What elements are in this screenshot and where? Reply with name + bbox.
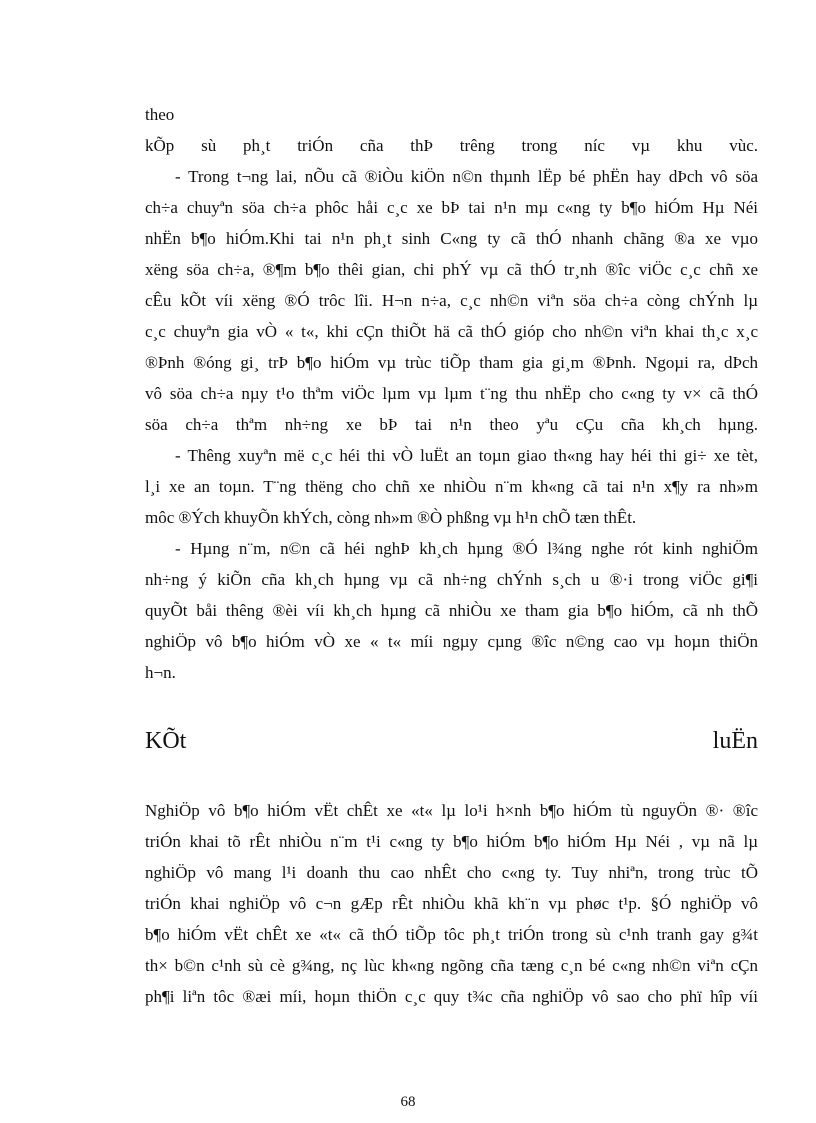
heading-word-left: KÕt	[145, 728, 187, 754]
text-line: b¶o hiÓm vËt chÊt xe «t« cã thÓ tiÕp tôc ph¸t triÓn trong sù c¹nh tranh gay g¾t	[145, 925, 758, 944]
text-line: triÓn khai nghiÖp vô c¬n gÆp rÊt nhiÒu khã kh¨n vµ phøc t¹p. §Ó nghiÖp vô	[145, 894, 758, 913]
text-line: triÓn khai tõ rÊt nhiÒu n¨m t¹i c«ng ty b¶o hiÓm b¶o hiÓm Hµ Néi , vµ nã lµ	[145, 832, 758, 851]
text-line: nhËn b¶o hiÓm.Khi tai n¹n ph¸t sinh C«ng ty cã thÓ nhanh chãng ®a xe vµo	[145, 229, 758, 248]
bullet-paragraph-start: - Hµng n¨m, n©n cã héi nghÞ kh¸ch hµng ®Ó l¾ng nghe rót kinh nghiÖm	[175, 539, 758, 558]
body-section-2	[145, 795, 758, 1012]
text-line: theo	[145, 105, 175, 124]
body-section-1	[145, 99, 758, 688]
text-line: quyÕt båi thêng ®èi víi kh¸ch hµng cã nhiÒu xe tham gia b¶o hiÓm, cã nh thÕ	[145, 601, 758, 620]
text-line: vô söa ch÷a nµy t¹o thªm viÖc lµm vµ lµm t¨ng thu nhËp cho c«ng ty v× cã thÓ	[145, 384, 758, 403]
page-number: 68	[400, 1094, 416, 1110]
text-line: NghiÖp vô b¶o hiÓm vËt chÊt xe «t« lµ lo¹i h×nh b¶o hiÓm tù nguyÖn ®· ®îc	[145, 801, 758, 820]
text-line: nh÷ng ý kiÕn cña kh¸ch hµng vµ cã nh÷ng chÝnh s¸ch u ®·i trong viÖc gi¶i	[145, 570, 758, 589]
text-line: söa ch÷a thªm nh÷ng xe bÞ tai n¹n theo yªu cÇu cña kh¸ch hµng.	[145, 415, 758, 434]
text-line: xëng söa ch÷a, ®¶m b¶o thêi gian, chi phÝ vµ cã thÓ tr¸nh ®îc viÖc c¸c chñ xe	[145, 260, 758, 279]
bullet-paragraph-start: - Thêng xuyªn më c¸c héi thi vÒ luËt an toµn giao th«ng hay héi thi gi÷ xe tèt,	[175, 446, 758, 465]
text-line: nghiÖp vô b¶o hiÓm vÒ xe « t« míi ngµy cµng ®îc n©ng cao vµ hoµn thiÖn	[145, 632, 758, 651]
text-line: l¸i xe an toµn. T¨ng thëng cho chñ xe nhiÒu n¨m kh«ng cã tai n¹n x¶y ra nh»m	[145, 477, 758, 496]
heading-word-right: luËn	[712, 728, 758, 754]
text-line: kÕp sù ph¸t triÓn cña thÞ trêng trong níc vµ khu vùc.	[145, 136, 758, 155]
text-line: c¸c chuyªn gia vÒ « t«, khi cÇn thiÕt hä cã thÓ gióp cho nh©n viªn khai th¸c x¸c	[145, 322, 758, 341]
text-line: ®Þnh ®óng gi¸ trÞ b¶o hiÓm vµ trùc tiÕp tham gia gi¸m ®Þnh. Ngoµi ra, dÞch	[145, 353, 758, 372]
text-line: nghiÖp vô mang l¹i doanh thu cao nhÊt cho c«ng ty. Tuy nhiªn, trong trùc tÕ	[145, 863, 758, 882]
text-line: ph¶i liªn tôc ®æi míi, hoµn thiÖn c¸c quy t¾c cña nghiÖp vô sao cho phï hîp víi	[145, 987, 758, 1006]
section-heading	[145, 728, 758, 762]
text-line: cÊu kÕt víi xëng ®Ó trôc lîi. H¬n n÷a, c¸c nh©n viªn söa ch÷a còng chÝnh lµ	[145, 291, 758, 310]
text-line: th× b©n c¹nh sù cè g¾ng, nç lùc kh«ng ngõng cña tæng c¸n bé c«ng nh©n viªn cÇn	[145, 956, 758, 975]
text-line: môc ®Ých khuyÕn khÝch, còng nh»m ®Ò phßng vµ h¹n chÕ tæn thÊt.	[145, 508, 637, 527]
text-line: h¬n.	[145, 663, 176, 682]
text-line: ch÷a chuyªn söa ch÷a phôc håi c¸c xe bÞ tai n¹n mµ c«ng ty b¶o hiÓm Hµ Néi	[145, 198, 758, 217]
bullet-paragraph-start: - Trong t¬ng lai, nÕu cã ®iÒu kiÖn n©n thµnh lËp bé phËn hay dÞch vô söa	[175, 167, 758, 186]
